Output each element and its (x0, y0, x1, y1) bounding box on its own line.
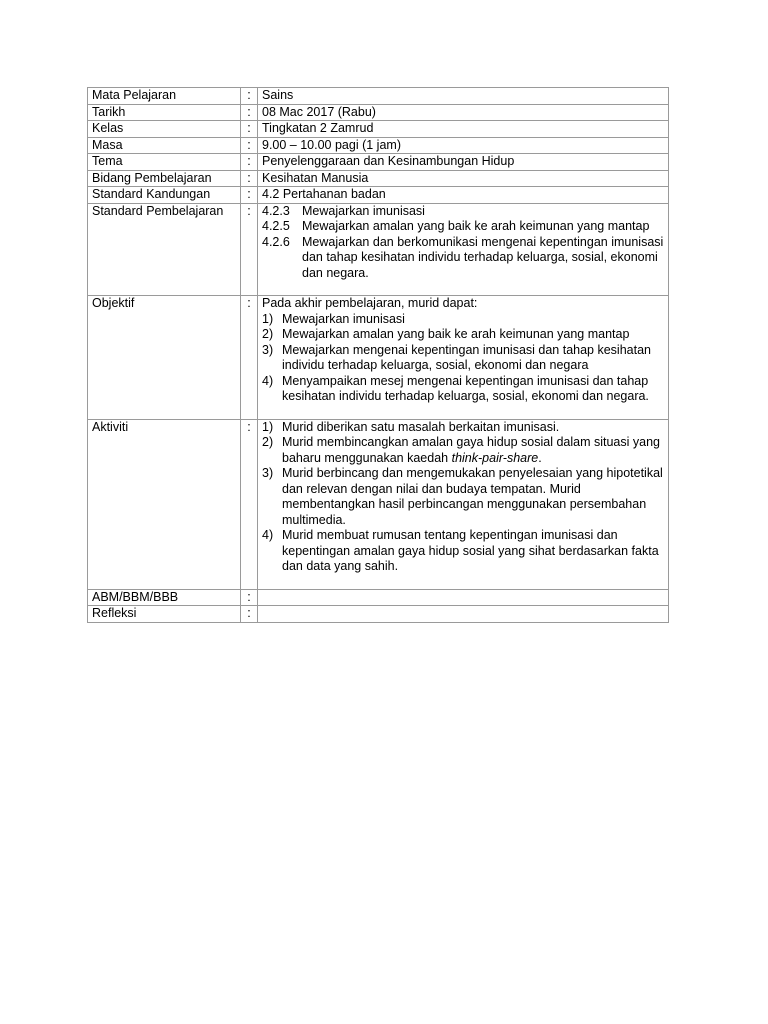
colon: : (241, 606, 258, 623)
learning-standard-list (262, 204, 664, 282)
value-objective (258, 296, 669, 420)
colon: : (241, 88, 258, 105)
list-item (262, 235, 664, 282)
row-field (88, 170, 669, 187)
label-reflection: Refleksi (88, 606, 241, 623)
colon: : (241, 104, 258, 121)
list-item-number: 4) (262, 528, 274, 542)
label-field: Bidang Pembelajaran (88, 170, 241, 187)
list-item (262, 374, 664, 405)
colon: : (241, 203, 258, 296)
colon: : (241, 187, 258, 204)
value-content-standard: 4.2 Pertahanan badan (258, 187, 669, 204)
colon: : (241, 154, 258, 171)
label-materials: ABM/BBM/BBB (88, 589, 241, 606)
list-item-number: 4.2.6 (262, 234, 290, 249)
label-activity: Aktiviti (88, 419, 241, 589)
row-learning-standard (88, 203, 669, 296)
list-item (262, 327, 664, 343)
list-item (262, 343, 664, 374)
objective-intro: Pada akhir pembelajaran, murid dapat: (262, 296, 478, 310)
colon: : (241, 296, 258, 420)
value-materials (258, 589, 669, 606)
lesson-plan-page (87, 87, 668, 623)
list-item (262, 219, 664, 235)
list-item-number: 2) (262, 327, 274, 341)
list-item (262, 435, 664, 466)
list-item-text: Menyampaikan mesej mengenai kepentingan imunisasi dan tahap kesihatan individu terhadap keluarga, sosial, ekonomi dan negara. (282, 373, 649, 403)
list-item-text: Murid membuat rumusan tentang kepentingan imunisasi dan kepentingan amalan gaya hidup sosial yang sihat berdasarkan fakta dan data yang sahih. (282, 528, 659, 573)
label-theme: Tema (88, 154, 241, 171)
activity-list (262, 420, 664, 575)
row-class (88, 121, 669, 138)
list-item-text (282, 435, 664, 466)
row-objective (88, 296, 669, 420)
list-item (262, 528, 664, 575)
value-time: 9.00 – 10.00 pagi (1 jam) (258, 137, 669, 154)
value-reflection (258, 606, 669, 623)
label-objective: Objektif (88, 296, 241, 420)
value-class: Tingkatan 2 Zamrud (258, 121, 669, 138)
list-item-text-part: . (538, 450, 542, 465)
list-item-number: 4.2.3 (262, 203, 290, 218)
list-item-text: Mewajarkan amalan yang baik ke arah keimunan yang mantap (282, 327, 630, 341)
list-item-number: 1) (262, 419, 274, 434)
list-item-text: Mewajarkan dan berkomunikasi mengenai kepentingan imunisasi dan tahap kesihatan individu terhadap keluarga, sosial, ekonomi dan negara. (302, 234, 664, 280)
value-date: 08 Mac 2017 (Rabu) (258, 104, 669, 121)
lesson-plan-table (87, 87, 669, 623)
row-activity (88, 419, 669, 589)
colon: : (241, 170, 258, 187)
list-item-text: Mewajarkan amalan yang baik ke arah keimunan yang mantap (302, 219, 650, 233)
value-learning-standard (258, 203, 669, 296)
list-item-number: 4) (262, 373, 274, 388)
row-reflection (88, 606, 669, 623)
label-content-standard: Standard Kandungan (88, 187, 241, 204)
colon: : (241, 121, 258, 138)
row-subject (88, 88, 669, 105)
list-item-number: 1) (262, 311, 274, 326)
label-date: Tarikh (88, 104, 241, 121)
list-item (262, 312, 664, 328)
value-field: Kesihatan Manusia (258, 170, 669, 187)
colon: : (241, 589, 258, 606)
method-name: think-pair-share (451, 450, 539, 465)
list-item-number: 4.2.5 (262, 219, 290, 233)
list-item (262, 420, 664, 436)
label-class: Kelas (88, 121, 241, 138)
list-item-text: Murid berbincang dan mengemukakan penyelesaian yang hipotetikal dan relevan dengan nilai dan budaya tempatan. Murid membentangkan hasil perbincangan menggunakan persembahan multimedia. (282, 466, 663, 527)
list-item-text: Mewajarkan imunisasi (302, 203, 425, 218)
row-date (88, 104, 669, 121)
list-item-text: Murid diberikan satu masalah berkaitan imunisasi. (282, 419, 560, 434)
value-subject: Sains (258, 88, 669, 105)
row-content-standard (88, 187, 669, 204)
row-theme (88, 154, 669, 171)
value-activity (258, 419, 669, 589)
colon: : (241, 137, 258, 154)
value-theme: Penyelenggaraan dan Kesinambungan Hidup (258, 154, 669, 171)
list-item (262, 466, 664, 528)
label-learning-standard: Standard Pembelajaran (88, 203, 241, 296)
list-item-number: 3) (262, 466, 274, 480)
list-item-number: 3) (262, 342, 274, 357)
list-item-text: Mewajarkan imunisasi (282, 311, 405, 326)
objective-list (262, 312, 664, 405)
label-subject: Mata Pelajaran (88, 88, 241, 105)
colon: : (241, 419, 258, 589)
label-time: Masa (88, 137, 241, 154)
list-item-text-part: Murid membincangkan amalan gaya hidup sosial dalam situasi yang baharu menggunakan kaedah (282, 435, 660, 465)
row-time (88, 137, 669, 154)
list-item (262, 204, 664, 220)
list-item-number: 2) (262, 435, 274, 449)
list-item-text: Mewajarkan mengenai kepentingan imunisasi dan tahap kesihatan individu terhadap keluarga, sosial, ekonomi dan negara (282, 342, 651, 372)
row-materials (88, 589, 669, 606)
